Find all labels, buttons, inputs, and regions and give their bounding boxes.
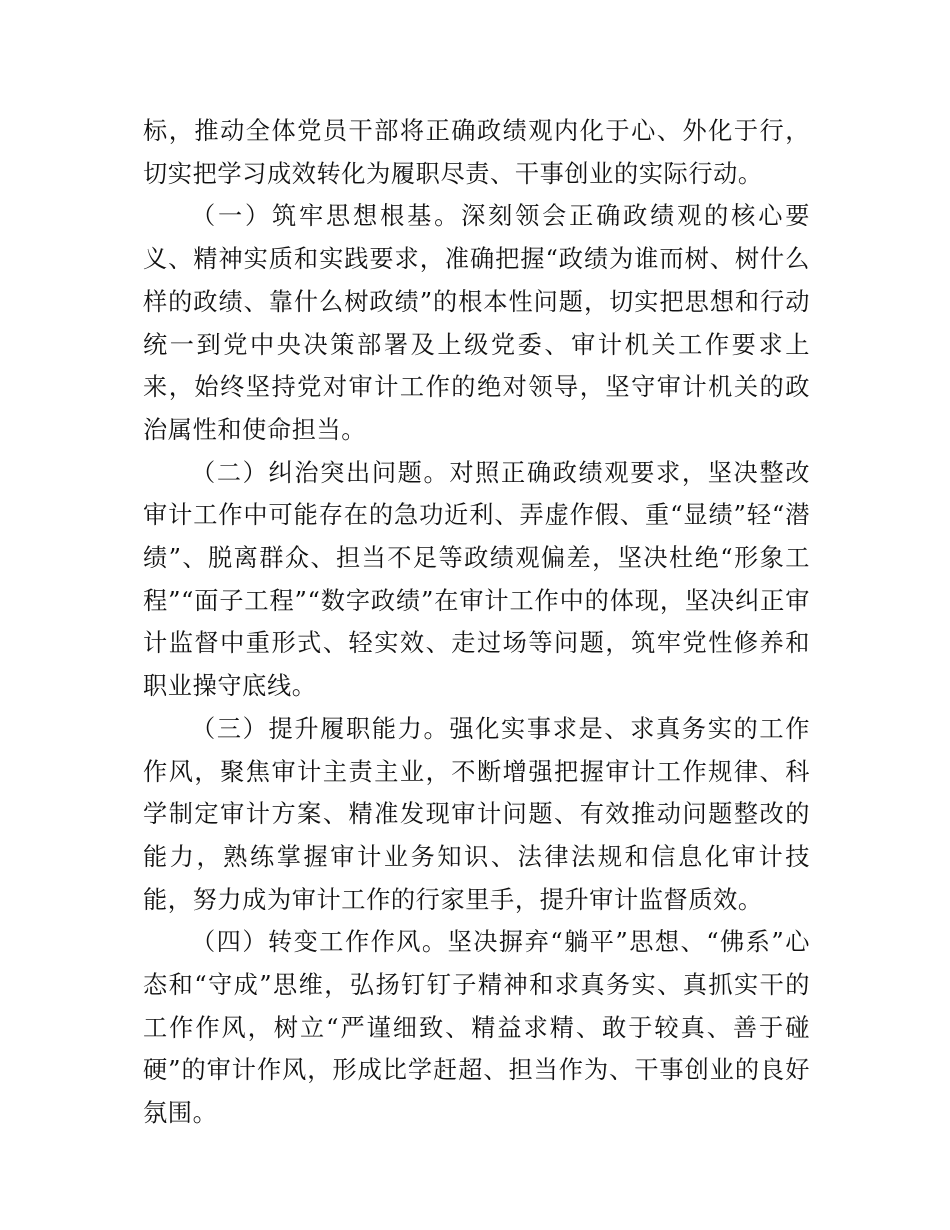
paragraph-section-4: （四）转变工作作风。坚决摒弃“躺平”思想、“佛系”心态和“守成”思维，弘扬钉钉子精神和求真务实、真抓实干的工作作风，树立“严谨细致、精益求精、敢于较真、善于碰硬”的审计作风，形成比学赶超、担当作为、干事创业的良好氛围。 (143, 928, 810, 1128)
document-body (143, 110, 810, 1135)
paragraph-continuation: 标，推动全体党员干部将正确政绩观内化于心、外化于行，切实把学习成效转化为履职尽责、干事创业的实际行动。 (143, 117, 810, 188)
paragraph-section-3: （三）提升履职能力。强化实事求是、求真务实的工作作风，聚焦审计主责主业，不断增强把握审计工作规律、科学制定审计方案、精准发现审计问题、有效推动问题整改的能力，熟练掌握审计业务知识、法律法规和信息化审计技能，努力成为审计工作的行家里手，提升审计监督质效。 (143, 714, 810, 914)
paragraph-section-2: （二）纠治突出问题。对照正确政绩观要求，坚决整改审计工作中可能存在的急功近利、弄虚作假、重“显绩”轻“潜绩”、脱离群众、担当不足等政绩观偏差，坚决杜绝“形象工程”“面子工程”“数字政绩”在审计工作中的体现，坚决纠正审计监督中重形式、轻实效、走过场等问题，筑牢党性修养和职业操守底线。 (143, 458, 810, 701)
paragraph-section-1: （一）筑牢思想根基。深刻领会正确政绩观的核心要义、精神实质和实践要求，准确把握“政绩为谁而树、树什么样的政绩、靠什么树政绩”的根本性问题，切实把思想和行动统一到党中央决策部署及上级党委、审计机关工作要求上来，始终坚持党对审计工作的绝对领导，坚守审计机关的政治属性和使命担当。 (143, 202, 810, 444)
